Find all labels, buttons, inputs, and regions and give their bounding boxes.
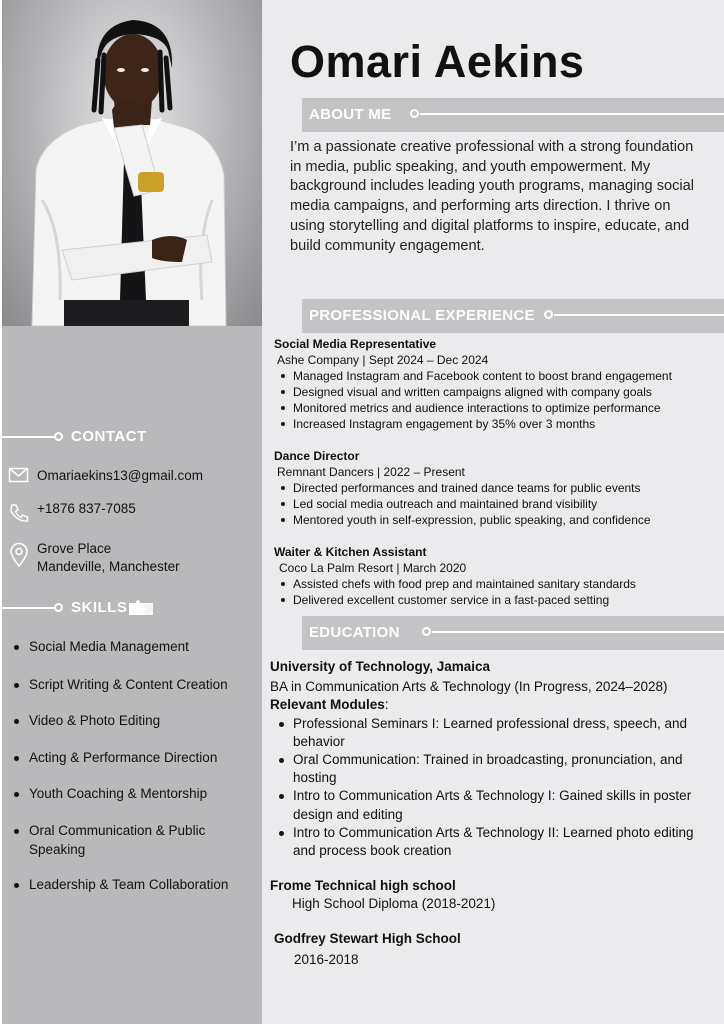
education-school-name: University of Technology, Jamaica [270, 659, 491, 674]
contact-address-line1: Grove Place [37, 541, 112, 556]
skill-item: Acting & Performance Direction [14, 749, 254, 768]
job-bullets [274, 576, 714, 608]
job-bullet: Monitored metrics and audience interactions to optimize performance [274, 400, 714, 416]
skills-header-dot [54, 603, 63, 612]
education-module: Intro to Communication Arts & Technology I: Gained skills in poster design and editing [270, 787, 710, 823]
skill-item: Leadership & Team Collaboration [14, 876, 254, 895]
skill-item: Script Writing & Content Creation [14, 676, 254, 695]
envelope-icon [8, 464, 30, 486]
education-modules-colon: : [384, 697, 389, 713]
profile-photo [2, 0, 262, 326]
contact-section-header [0, 427, 260, 447]
education-module: Intro to Communication Arts & Technology II: Learned photo editing and process book creation [270, 824, 710, 860]
education-school-name: Frome Technical high school [270, 878, 456, 893]
education-modules-label: Relevant Modules [270, 697, 385, 713]
job-company: Coco La Palm Resort | March 2020 [279, 561, 467, 575]
job-bullet: Designed visual and written campaigns aligned with company goals [274, 384, 714, 400]
job-entry [274, 544, 714, 608]
experience-header-dot [544, 310, 553, 319]
job-bullets [274, 480, 714, 528]
education-section-header [302, 616, 724, 650]
contact-address-line2: Mandeville, Manchester [37, 559, 180, 574]
job-title: Social Media Representative [274, 337, 437, 351]
contact-phone-text: +1876 837-7085 [37, 501, 136, 516]
skill-item: Youth Coaching & Mentorship [14, 785, 254, 804]
job-bullet: Led social media outreach and maintained brand visibility [274, 496, 714, 512]
job-bullet: Mentored youth in self-expression, public speaking, and confidence [274, 512, 714, 528]
page-title: Omari Aekins [290, 36, 585, 87]
education-module: Oral Communication: Trained in broadcasting, pronunciation, and hosting [270, 751, 710, 787]
about-section-header [302, 98, 724, 132]
education-university [270, 658, 710, 860]
job-bullet: Directed performances and trained dance teams for public events [274, 480, 714, 496]
job-bullet: Managed Instagram and Facebook content to boost brand engagement [274, 368, 714, 384]
location-pin-icon [8, 542, 30, 568]
profile-photo-illustration [2, 0, 262, 326]
education-modules-list [270, 715, 710, 861]
job-bullet: Increased Instagram engagement by 35% over 3 months [274, 416, 714, 432]
contact-header-line [0, 436, 56, 438]
about-header-dot [410, 109, 419, 118]
skill-item: Social Media Management [14, 638, 254, 657]
contact-header-dot [54, 432, 63, 441]
skills-title: SKILLS [71, 599, 128, 616]
job-company: Ashe Company | Sept 2024 – Dec 2024 [277, 353, 489, 367]
experience-title: PROFESSIONAL EXPERIENCE [309, 307, 535, 324]
about-title: ABOUT ME [309, 106, 392, 123]
education-title: EDUCATION [309, 624, 400, 641]
experience-header-line [554, 314, 724, 316]
education-header-line [432, 631, 724, 633]
education-frome [270, 877, 710, 913]
skills-section-header [0, 598, 260, 618]
about-text: I’m a passionate creative professional with a strong foundation in media, public speaking, and youth empowerment. My background includes leading youth programs, managing social media campaigns, and performing arts direction. I thrive on using storytelling and digital platforms to inspire, educate, and build community engagement. [290, 139, 695, 254]
education-school-name: Godfrey Stewart High School [274, 931, 461, 946]
education-module: Professional Seminars I: Learned professional dress, speech, and behavior [270, 715, 710, 751]
education-school-detail: High School Diploma (2018-2021) [292, 896, 496, 912]
skills-header-line [0, 607, 56, 609]
experience-section-header [302, 299, 724, 333]
job-bullets [274, 368, 714, 432]
job-bullet: Assisted chefs with food prep and maintained sanitary standards [274, 576, 714, 592]
education-header-dot [422, 627, 431, 636]
job-entry [274, 448, 714, 528]
job-company: Remnant Dancers | 2022 – Present [277, 465, 465, 479]
job-bullet: Delivered excellent customer service in a fast-paced setting [274, 592, 714, 608]
puzzle-icon [127, 599, 155, 617]
about-header-line [420, 113, 724, 115]
education-school-detail: 2016-2018 [294, 952, 359, 968]
skill-item: Video & Photo Editing [14, 712, 254, 731]
education-degree: BA in Communication Arts & Technology (In Progress, 2024–2028) [270, 679, 668, 695]
skill-item: Oral Communication & Public Speaking [14, 822, 224, 859]
phone-icon [8, 502, 30, 524]
job-entry [274, 336, 714, 432]
contact-title: CONTACT [71, 428, 147, 445]
job-title: Waiter & Kitchen Assistant [274, 545, 427, 559]
job-title: Dance Director [274, 449, 360, 463]
contact-email-text: Omariaekins13@gmail.com [37, 468, 204, 483]
education-godfrey [274, 930, 714, 969]
